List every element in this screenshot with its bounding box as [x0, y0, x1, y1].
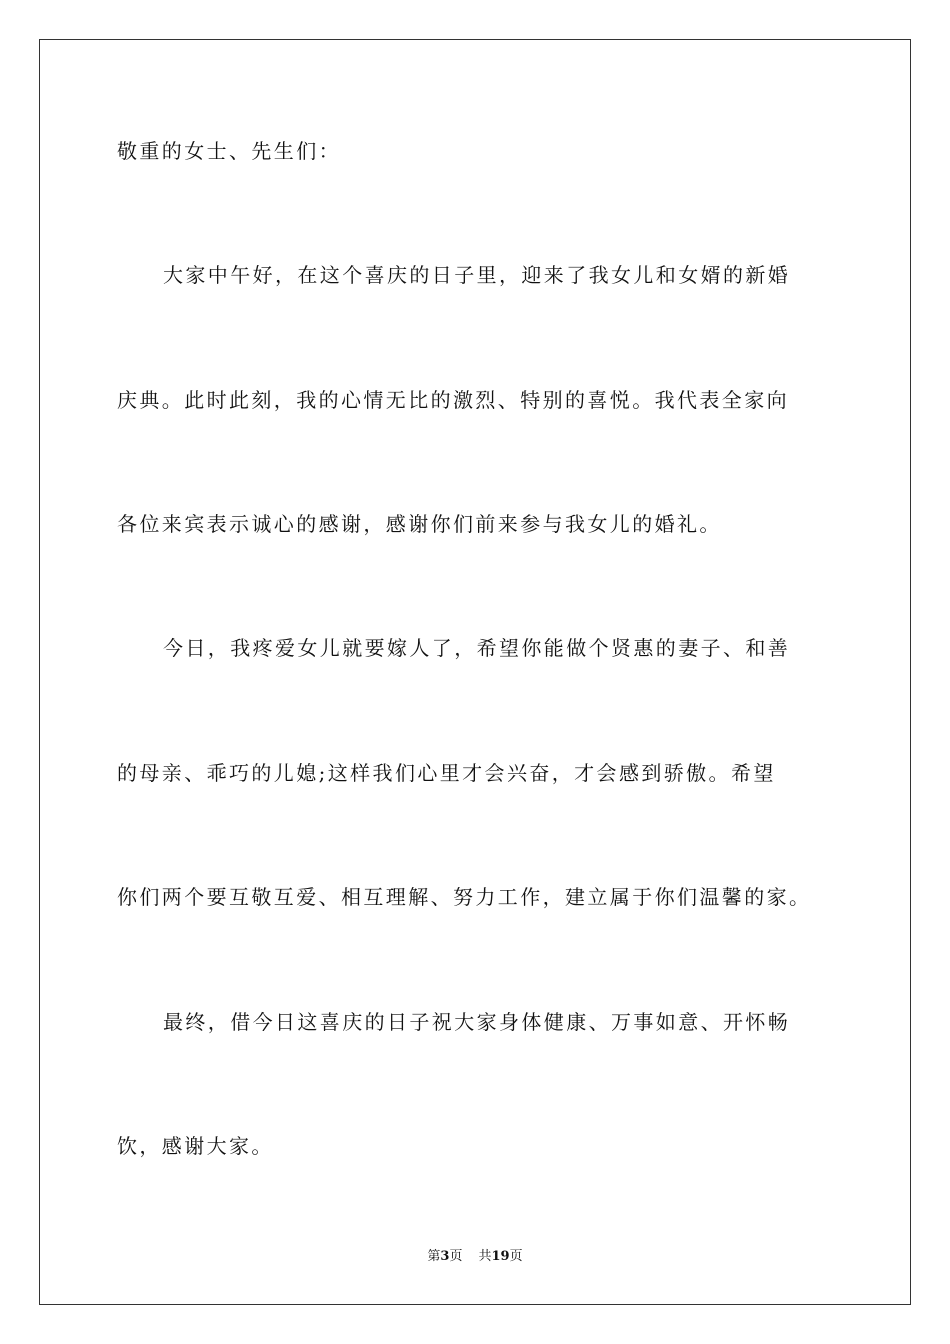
- paragraph-1-line-3: 各位来宾表示诚心的感谢，感谢你们前来参与我女儿的婚礼。: [117, 512, 722, 536]
- paragraph-2-line-2: 的母亲、乖巧的儿媳;这样我们心里才会兴奋，才会感到骄傲。希望: [117, 761, 776, 785]
- page-footer: [0, 1249, 950, 1265]
- page-prefix: 第: [427, 1249, 441, 1264]
- page-number: 3: [440, 1249, 450, 1264]
- salutation-line: 敬重的女士、先生们：: [117, 139, 341, 163]
- paragraph-2-line-3: 你们两个要互敬互爱、相互理解、努力工作，建立属于你们温馨的家。: [117, 885, 812, 909]
- page-border: [39, 39, 911, 1305]
- total-pages: 19: [491, 1249, 510, 1264]
- paragraph-3-line-2: 饮，感谢大家。: [117, 1134, 274, 1158]
- page-suffix: 页: [449, 1249, 463, 1264]
- paragraph-1-line-2: 庆典。此时此刻，我的心情无比的激烈、特别的喜悦。我代表全家向: [117, 388, 789, 412]
- paragraph-3-line-1: 最终，借今日这喜庆的日子祝大家身体健康、万事如意、开怀畅: [163, 1010, 791, 1034]
- paragraph-2-line-1: 今日，我疼爱女儿就要嫁人了，希望你能做个贤惠的妻子、和善: [163, 636, 791, 660]
- total-prefix: 共: [478, 1249, 492, 1264]
- paragraph-1-line-1: 大家中午好，在这个喜庆的日子里，迎来了我女儿和女婿的新婚: [163, 263, 791, 287]
- total-suffix: 页: [509, 1249, 523, 1264]
